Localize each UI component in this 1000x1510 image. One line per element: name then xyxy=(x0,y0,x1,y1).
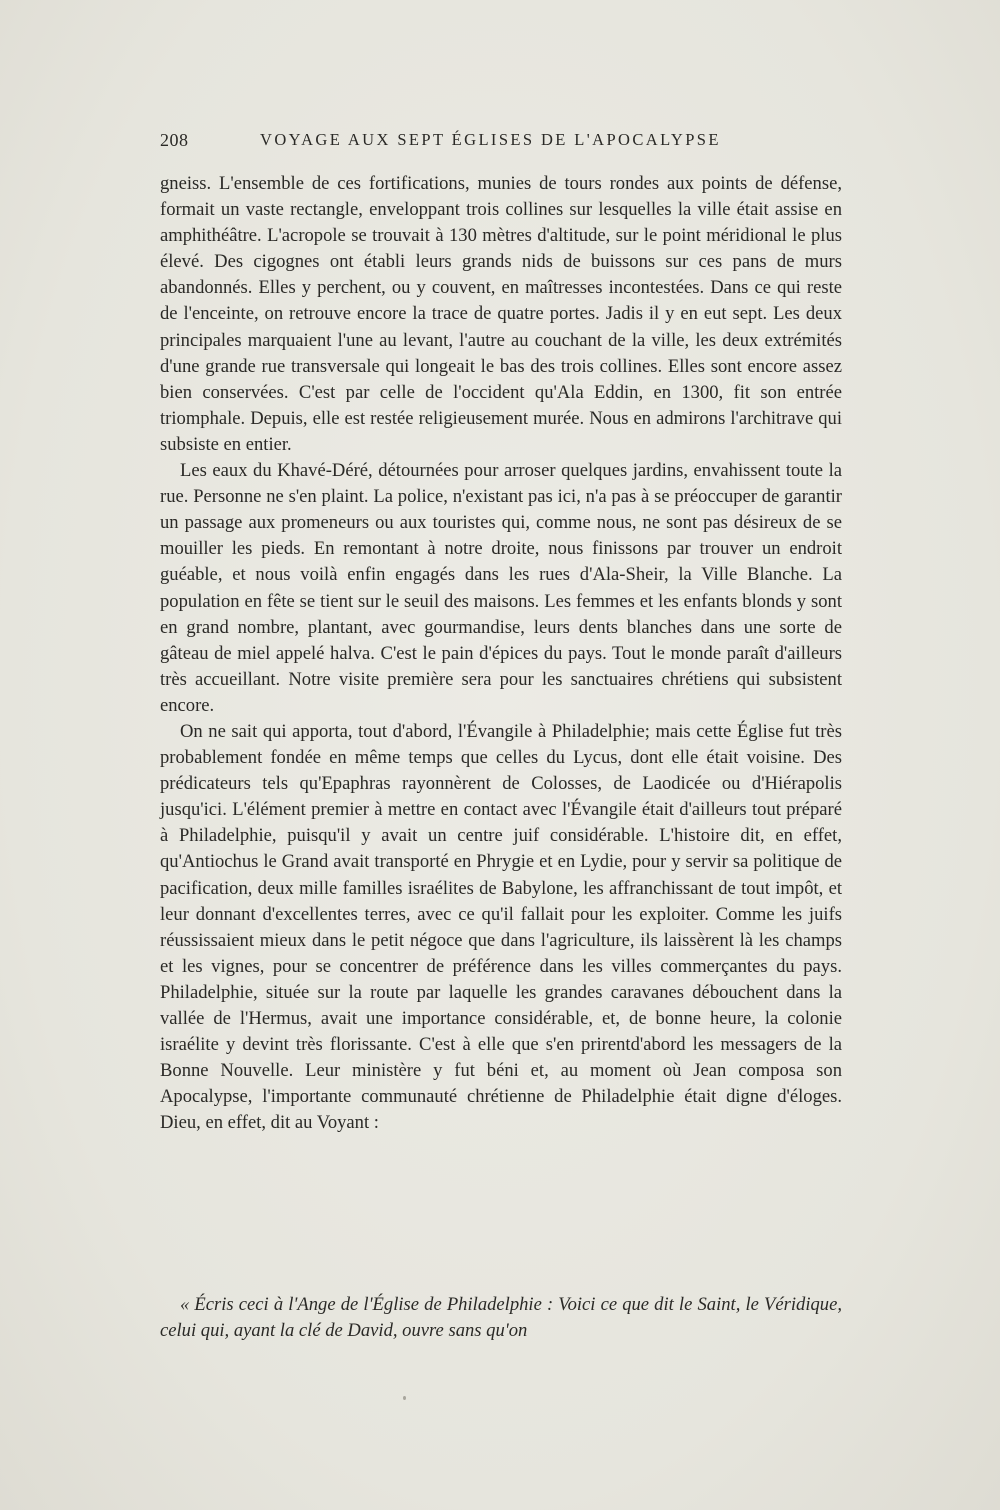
body-text xyxy=(160,171,842,1136)
paragraph-fortifications: gneiss. L'ensemble de ces fortifications, munies de tours rondes aux points de défense, formait un vaste rectangle, enveloppant trois collines sur lesquelles la ville était assise en amphithéâtre. L'acropole se trouvait à 130 mètres d'altitude, sur le point méridional le plus élevé. Des cigognes ont établi leurs grands nids de buissons sur ces pans de murs abandonnés. Elles y perchent, ou y couvent, en maîtresses incontestées. Dans ce qui reste de l'enceinte, on retrouve encore la trace de quatre portes. Jadis il y en eut sept. Les deux principales marquaient l'une au levant, l'autre au couchant de la ville, les deux extrémités d'une grande rue transversale qui longeait le bas des trois collines. Elles sont encore assez bien conservées. C'est par celle de l'occident qu'Ala Eddin, en 1300, fit son entrée triomphale. Depuis, elle est restée religieusement murée. Nous en admirons l'architrave qui subsiste en entier. xyxy=(160,173,842,455)
paragraph-khave-dere: Les eaux du Khavé-Déré, détournées pour arroser quelques jardins, envahissent toute la rue. Personne ne s'en plaint. La police, n'existant pas ici, n'a pas à se préoccuper de garantir un passage aux promeneurs ou aux touristes qui, comme nous, ne sont pas désireux de se mouiller les pieds. En remontant à notre droite, nous finissons par trouver un endroit guéable, et nous voilà enfin engagés dans les rues d'Ala-Sheir, la Ville Blanche. La population en fête se tient sur le seuil des maisons. Les femmes et les enfants blonds y sont en grand nombre, plantant, avec gourmandise, leurs dents blanches dans une sorte de gâteau de miel appelé halva. C'est le pain d'épices du pays. Tout le monde paraît d'ailleurs très accueillant. Notre visite première sera pour les sanctuaires chrétiens qui subsistent encore. xyxy=(160,460,842,716)
quote-text: « Écris ceci à l'Ange de l'Église de Philadelphie : Voici ce que dit le Saint, le Véridique, celui qui, ayant la clé de David, ouvre sans qu'on xyxy=(160,1294,842,1342)
paragraph-evangile: On ne sait qui apporta, tout d'abord, l'Évangile à Philadelphie; mais cette Église fut très probablement fondée en même temps que celles du Lycus, dont elle était voisine. Des prédicateurs tels qu'Epaphras rayonnèrent de Colosses, de Laodicée ou d'Hiérapolis jusqu'ici. L'élément premier à mettre en contact avec l'Évangile était d'ailleurs tout préparé à Philadelphie, puisqu'il y avait un centre juif considérable. L'histoire dit, en effet, qu'Antiochus le Grand avait transporté en Phrygie et en Lydie, pour y servir sa politique de pacification, deux mille familles israélites de Babylone, les affranchissant de tout impôt, et leur donnant d'excellentes terres, avec ce qu'il fallait pour les exploiter. Comme les juifs réussissaient mieux dans le petit négoce que dans l'agriculture, ils laissèrent là les champs et les vignes, pour se concentrer de préférence dans les villes commerçantes du pays. Philadelphie, située sur la route par laquelle les grandes caravanes débouchent dans la vallée de l'Hermus, avait une importance considérable, et, de bonne heure, la colonie israélite y devint très florissante. C'est à elle que s'en prirentd'abord les messagers de la Bonne Nouvelle. Leur ministère y fut béni et, au moment où Jean composa son Apocalypse, l'importante communauté chrétienne de Philadelphie était digne d'éloges. Dieu, en effet, dit au Voyant : xyxy=(160,720,842,1134)
scripture-quote xyxy=(160,1292,842,1344)
page-number: 208 xyxy=(160,130,189,150)
page-header xyxy=(160,130,842,160)
paper-speck xyxy=(403,1396,406,1400)
running-title: VOYAGE AUX SEPT ÉGLISES DE L'APOCALYPSE xyxy=(260,130,721,149)
